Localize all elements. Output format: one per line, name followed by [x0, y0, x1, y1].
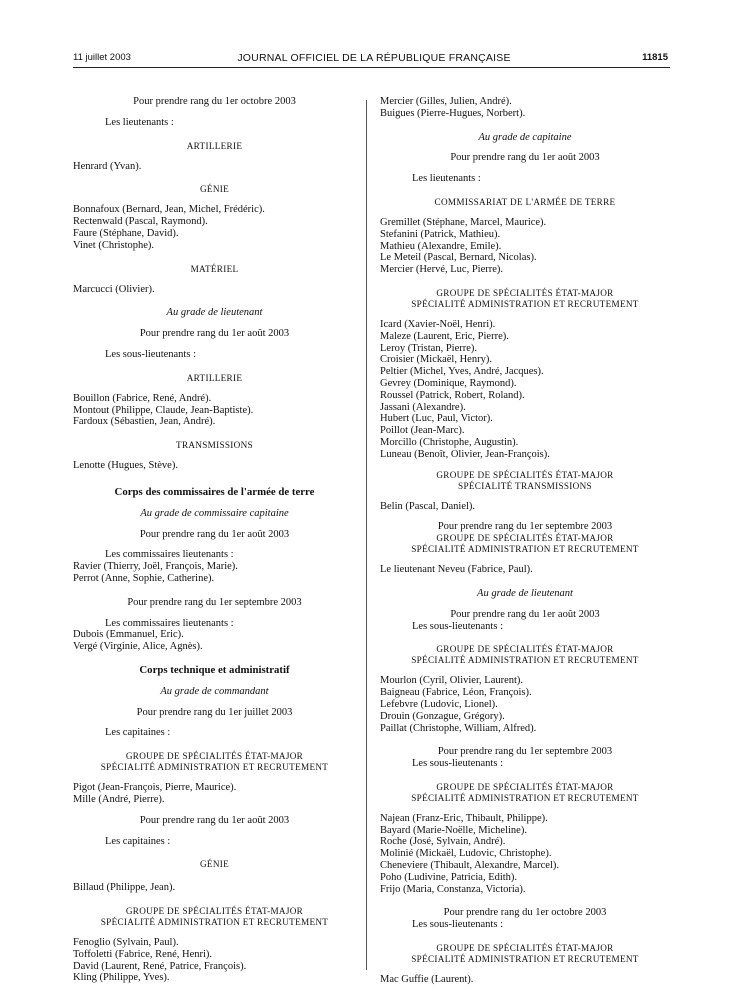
- journal-title: JOURNAL OFFICIEL DE LA RÉPUBLIQUE FRANÇAISE: [237, 52, 511, 64]
- grade-label: Les lieutenants :: [105, 116, 174, 128]
- name-entry: Le Meteil (Pascal, Bernard, Nicolas).: [380, 252, 537, 264]
- name-entry: Fenoglio (Sylvain, Paul).: [73, 937, 179, 949]
- section-subheading: SPÉCIALITÉ TRANSMISSIONS: [458, 480, 592, 491]
- rank-date-line: Pour prendre rang du 1er septembre 2003: [437, 746, 613, 758]
- section-subheading: SPÉCIALITÉ ADMINISTRATION ET RECRUTEMENT: [411, 544, 639, 555]
- section-heading: TRANSMISSIONS: [176, 440, 253, 451]
- grade-heading: Au grade de lieutenant: [166, 307, 263, 319]
- section-heading: GROUPE DE SPÉCIALITÉS ÉTAT-MAJOR: [436, 943, 614, 954]
- name-entry: Roche (José, Sylvain, André).: [380, 836, 506, 848]
- name-entry: Rectenwald (Pascal, Raymond).: [73, 216, 208, 228]
- name-entry: Mac Guffie (Laurent).: [380, 974, 474, 986]
- name-entry: Frijo (Maria, Constanza, Victoria).: [380, 883, 526, 895]
- name-entry: Buigues (Pierre-Hugues, Norbert).: [380, 107, 526, 119]
- rank-date-line: Pour prendre rang du 1er octobre 2003: [133, 96, 296, 107]
- name-entry: Gevrey (Dominique, Raymond).: [380, 377, 517, 389]
- section-heading: MATÉRIEL: [190, 263, 239, 274]
- section-subheading: SPÉCIALITÉ ADMINISTRATION ET RECRUTEMENT: [100, 917, 329, 928]
- section-subheading: SPÉCIALITÉ ADMINISTRATION ET RECRUTEMENT: [100, 762, 329, 773]
- name-entry: Drouin (Gonzague, Grégory).: [380, 710, 505, 722]
- rank-date-line: Pour prendre rang du 1er septembre 2003: [437, 521, 613, 533]
- grade-heading: Au grade de capitaine: [478, 131, 572, 143]
- corps-heading: Corps technique et administratif: [139, 663, 290, 676]
- name-entry: Baigneau (Fabrice, Léon, François).: [380, 687, 532, 699]
- rank-date-line: Pour prendre rang du 1er août 2003: [139, 328, 290, 340]
- name-entry: Bonnafoux (Bernard, Jean, Michel, Frédéric).: [73, 204, 265, 216]
- name-entry: Morcillo (Christophe, Augustin).: [380, 436, 519, 448]
- section-heading: ARTILLERIE: [186, 140, 243, 151]
- name-entry: Vergé (Virginie, Alice, Agnès).: [73, 641, 203, 653]
- left-column: [73, 96, 356, 984]
- grade-heading: Au grade de commandant: [160, 685, 269, 697]
- section-heading: ARTILLERIE: [186, 372, 243, 383]
- section-heading: GROUPE DE SPÉCIALITÉS ÉTAT-MAJOR: [125, 906, 304, 917]
- name-entry: Vinet (Christophe).: [73, 239, 155, 251]
- name-entry: Montout (Philippe, Claude, Jean-Baptiste).: [73, 404, 254, 416]
- name-entry: Dubois (Emmanuel, Eric).: [73, 629, 184, 641]
- section-heading: GROUPE DE SPÉCIALITÉS ÉTAT-MAJOR: [436, 781, 614, 792]
- page-number: 11815: [642, 52, 668, 63]
- name-entry: Toffoletti (Fabrice, René, Henri).: [73, 948, 213, 960]
- name-entry: Henrard (Yvan).: [73, 160, 142, 172]
- name-entry: Peltier (Michel, Yves, André, Jacques).: [380, 366, 544, 378]
- name-entry: Le lieutenant Neveu (Fabrice, Paul).: [380, 564, 533, 576]
- section-heading: GROUPE DE SPÉCIALITÉS ÉTAT-MAJOR: [436, 287, 614, 298]
- section-subheading: SPÉCIALITÉ ADMINISTRATION ET RECRUTEMENT: [411, 655, 639, 666]
- section-subheading: SPÉCIALITÉ ADMINISTRATION ET RECRUTEMENT: [411, 298, 639, 309]
- grade-label: Les commissaires lieutenants :: [105, 617, 234, 629]
- header-rule: [73, 67, 670, 68]
- name-entry: Kling (Philippe, Yves).: [73, 972, 170, 984]
- grade-label: Les lieutenants :: [412, 173, 481, 185]
- page-header: [0, 52, 748, 66]
- rank-date-line: Pour prendre rang du 1er août 2003: [139, 814, 290, 826]
- section-heading: GROUPE DE SPÉCIALITÉS ÉTAT-MAJOR: [436, 469, 614, 480]
- name-entry: Bayard (Marie-Noëlle, Micheline).: [380, 824, 527, 836]
- column-divider: [366, 100, 367, 970]
- name-entry: Mercier (Hervé, Luc, Pierre).: [380, 264, 504, 276]
- grade-label: Les commissaires lieutenants :: [105, 549, 234, 561]
- name-entry: Bouillon (Fabrice, René, André).: [73, 392, 212, 404]
- name-entry: Roussel (Patrick, Robert, Roland).: [380, 389, 525, 401]
- name-entry: Poillot (Jean-Marc).: [380, 425, 465, 437]
- name-entry: Fardoux (Sébastien, Jean, André).: [73, 416, 216, 428]
- name-entry: Mathieu (Alexandre, Emile).: [380, 240, 502, 252]
- grade-label: Les sous-lieutenants :: [412, 620, 503, 632]
- grade-label: Les capitaines :: [105, 727, 171, 739]
- section-heading: COMMISSARIAT DE L'ARMÉE DE TERRE: [434, 196, 616, 207]
- name-entry: Hubert (Luc, Paul, Victor).: [380, 413, 493, 425]
- name-entry: Najean (Franz-Eric, Thibault, Philippe).: [380, 812, 548, 824]
- section-heading: GROUPE DE SPÉCIALITÉS ÉTAT-MAJOR: [436, 644, 614, 655]
- rank-date-line: Pour prendre rang du 1er juillet 2003: [136, 706, 293, 718]
- name-entry: Marcucci (Olivier).: [73, 283, 155, 295]
- header-date: 11 juillet 2003: [73, 52, 131, 63]
- corps-heading: Corps des commissaires de l'armée de terre: [114, 485, 315, 498]
- name-entry: Maleze (Laurent, Eric, Pierre).: [380, 330, 509, 342]
- name-entry: Stefanini (Patrick, Mathieu).: [380, 228, 501, 240]
- rank-date-line: Pour prendre rang du 1er août 2003: [450, 152, 600, 164]
- grade-label: Les sous-lieutenants :: [105, 348, 196, 360]
- rank-date-line: Pour prendre rang du 1er août 2003: [139, 528, 290, 540]
- name-entry: Mercier (Gilles, Julien, André).: [380, 96, 512, 107]
- section-heading: GÉNIE: [199, 184, 230, 195]
- rank-date-line: Pour prendre rang du 1er août 2003: [450, 608, 600, 620]
- section-heading: GROUPE DE SPÉCIALITÉS ÉTAT-MAJOR: [436, 533, 614, 544]
- grade-label: Les sous-lieutenants :: [412, 919, 503, 931]
- name-entry: David (Laurent, René, Patrice, François).: [73, 960, 247, 972]
- grade-heading: Au grade de lieutenant: [477, 587, 573, 599]
- name-entry: Mille (André, Pierre).: [73, 793, 165, 805]
- name-entry: Lefebvre (Ludovic, Lionel).: [380, 698, 498, 710]
- name-entry: Molinié (Mickaël, Ludovic, Christophe).: [380, 848, 552, 860]
- name-entry: Lenotte (Hugues, Stève).: [73, 460, 178, 472]
- right-column: [380, 96, 670, 986]
- name-entry: Gremillet (Stéphane, Marcel, Maurice).: [380, 216, 547, 228]
- name-entry: Jassani (Alexandre).: [380, 401, 466, 413]
- name-entry: Billaud (Philippe, Jean).: [73, 882, 176, 894]
- rank-date-line: Pour prendre rang du 1er octobre 2003: [443, 907, 607, 919]
- grade-label: Les sous-lieutenants :: [412, 758, 503, 770]
- section-heading: GROUPE DE SPÉCIALITÉS ÉTAT-MAJOR: [125, 751, 304, 762]
- grade-label: Les capitaines :: [105, 835, 171, 847]
- section-subheading: SPÉCIALITÉ ADMINISTRATION ET RECRUTEMENT: [411, 792, 639, 803]
- rank-date-line: Pour prendre rang du 1er septembre 2003: [127, 596, 302, 608]
- name-entry: Mourlon (Cyril, Olivier, Laurent).: [380, 675, 524, 687]
- name-entry: Leroy (Tristan, Pierre).: [380, 342, 478, 354]
- name-entry: Luneau (Benoît, Olivier, Jean-François).: [380, 448, 550, 460]
- name-entry: Croisier (Mickaël, Henry).: [380, 354, 492, 366]
- section-subheading: SPÉCIALITÉ ADMINISTRATION ET RECRUTEMENT: [411, 954, 639, 965]
- name-entry: Paillat (Christophe, William, Alfred).: [380, 722, 537, 734]
- name-entry: Ravier (Thierry, Joël, François, Marie).: [73, 561, 238, 573]
- name-entry: Icard (Xavier-Noël, Henri).: [380, 318, 496, 330]
- grade-heading: Au grade de commissaire capitaine: [140, 507, 289, 519]
- name-entry: Poho (Ludivine, Patricia, Edith).: [380, 871, 518, 883]
- name-entry: Cheneviere (Thibault, Alexandre, Marcel).: [380, 860, 560, 872]
- name-entry: Belin (Pascal, Daniel).: [380, 500, 476, 512]
- name-entry: Perrot (Anne, Sophie, Catherine).: [73, 572, 215, 584]
- name-entry: Pigot (Jean-François, Pierre, Maurice).: [73, 782, 237, 794]
- name-entry: Faure (Stéphane, David).: [73, 227, 179, 239]
- section-heading: GÉNIE: [199, 859, 230, 870]
